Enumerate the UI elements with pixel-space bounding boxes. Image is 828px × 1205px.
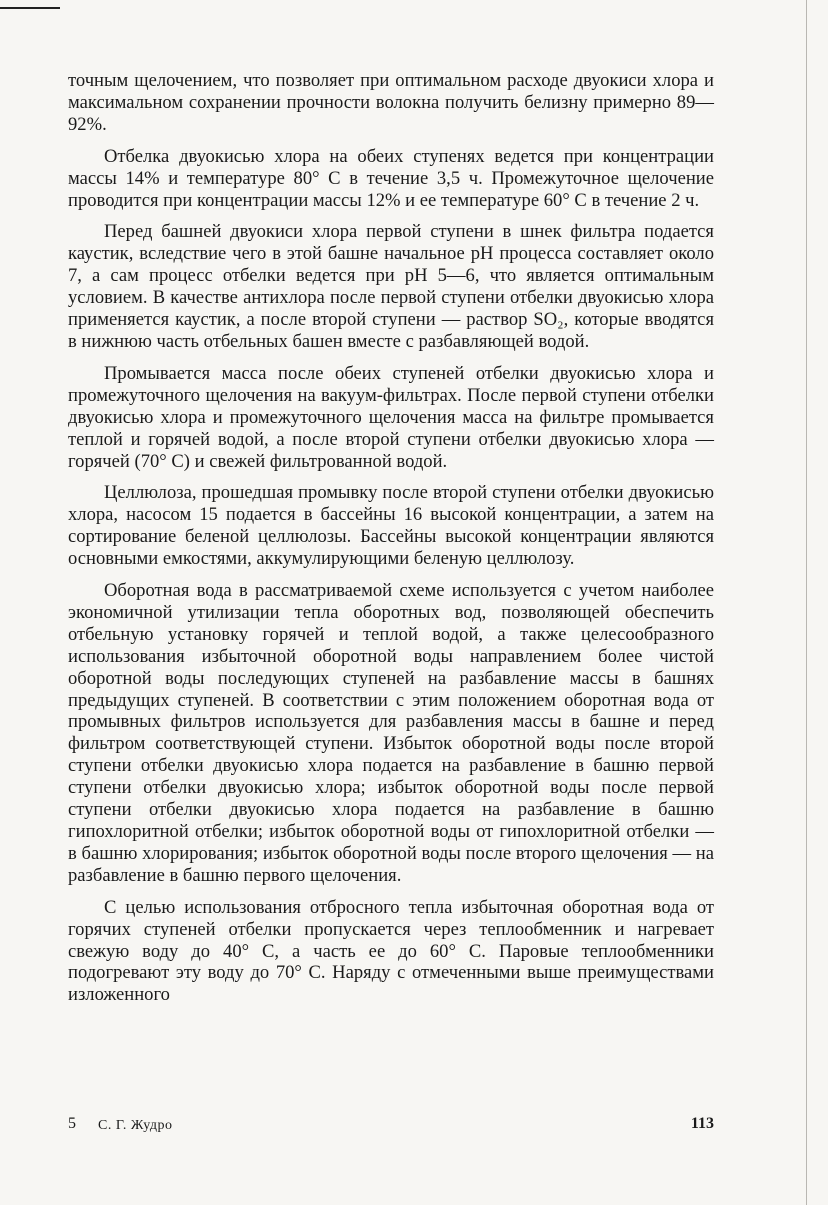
page-footer (68, 1115, 714, 1139)
paragraph-6: Оборотная вода в рассматриваемой схеме используется с учетом наиболее экономичной утилизации тепла оборотных вод, позволяющей обеспечить отбельную установку горячей и теплой водой, а также целесообразного использования избыточной оборотной воды направлением более чистой оборотной воды последующих ступеней на разбавление массы в башнях предыдущих ступеней. В соответствии с этим положением оборотная вода от промывных фильтров используется для разбавления массы в башне и перед фильтром соответствующей ступени. Избыток оборотной воды после второй ступени отбелки двуокисью хлора подается на разбавление в башню первой ступени отбелки двуокисью хлора; избыток оборотной воды после первой ступени отбелки двуокисью хлора подается на разбавление в башню гипохлоритной отбелки; избыток оборотной воды от гипохлоритной отбелки — в башню хлорирования; избыток оборотной воды после второго щелочения — на разбавление в башню первого щелочения. (68, 580, 714, 886)
paragraph-1: точным щелочением, что позволяет при оптимальном расходе двуокиси хлора и максимальном сохранении прочности волокна получить белизну примерно 89—92%. (68, 70, 714, 135)
page-number: 113 (690, 1115, 714, 1132)
page-body (68, 70, 714, 1006)
scan-page-edge (806, 0, 807, 1205)
scan-top-rule (0, 7, 60, 9)
signature-author: С. Г. Жудро (98, 1118, 173, 1133)
paragraph-3: Перед башней двуокиси хлора первой ступени в шнек фильтра подается каустик, вследствие чего в этой башне начальное pH процесса составляет около 7, а сам процесс отбелки ведется при pH 5—6, что является оптимальным условием. В качестве антихлора после первой ступени отбелки двуокисью хлора применяется каустик, а после второй ступени — раствор SO₂, которые вводятся в нижнюю часть отбельных башен вместе с разбавляющей водой. (68, 221, 714, 352)
paragraph-7: С целью использования отбросного тепла избыточная оборотная вода от горячих ступеней отбелки пропускается через теплообменник и нагревает свежую воду до 40° С, а часть ее до 60° С. Паровые теплообменники подогревают эту воду до 70° С. Наряду с отмеченными выше преимуществами изложенного (68, 896, 714, 1006)
signature-number: 5 (68, 1115, 76, 1132)
paragraph-2: Отбелка двуокисью хлора на обеих ступенях ведется при концентрации массы 14% и температуре 80° С в течение 3,5 ч. Промежуточное щелочение проводится при концентрации массы 12% и ее температуре 60° С в течение 2 ч. (68, 145, 714, 211)
paragraph-5: Целлюлоза, прошедшая промывку после второй ступени отбелки двуокисью хлора, насосом 15 подается в бассейны 16 высокой концентрации, а затем на сортирование беленой целлюлозы. Бассейны высокой концентрации являются основными емкостями, аккумулирующими беленую целлюлозу. (68, 482, 714, 570)
paragraph-4: Промывается масса после обеих ступеней отбелки двуокисью хлора и промежуточного щелочения на вакуум-фильтрах. После первой ступени отбелки двуокисью хлора и промежуточного щелочения масса на фильтре промывается теплой и горячей водой, а после второй ступени отбелки двуокисью хлора — горячей (70° С) и свежей фильтрованной водой. (68, 362, 714, 472)
